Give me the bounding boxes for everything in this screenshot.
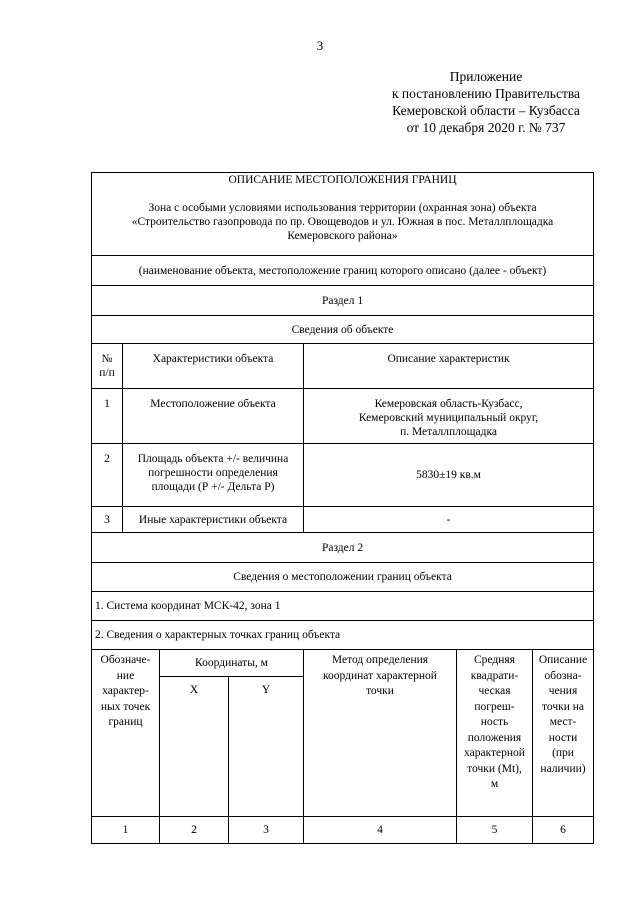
header-line: характер- <box>102 685 149 697</box>
description-column-header: Описание характеристик <box>304 344 594 389</box>
coord-system-text: 1. Система координат МСК-42, зона 1 <box>92 592 594 621</box>
section1-column-header-row <box>92 344 594 389</box>
y-column-header: Y <box>229 677 304 817</box>
characteristic-line: погрешности определения <box>148 467 278 479</box>
section2-subtitle: Сведения о местоположении границ объекта <box>92 563 594 592</box>
appendix-line: Приложение <box>449 69 523 84</box>
appendix-line: к постановлению Правительства <box>391 86 581 101</box>
column-number: 3 <box>229 817 304 844</box>
characteristic-cell <box>123 507 304 533</box>
header-line: мест- <box>549 716 577 728</box>
table-header-cell <box>92 173 594 256</box>
section2-subtitle-row <box>92 563 594 592</box>
description-line: 5830±19 кв.м <box>416 469 481 481</box>
location-desc-column-header <box>533 650 594 817</box>
table-row <box>92 389 594 444</box>
description-line: - <box>446 513 451 526</box>
description-cell <box>304 389 594 444</box>
header-line: наличии) <box>540 762 586 775</box>
table-row <box>92 507 594 533</box>
header-line: точки (Mt), <box>467 762 522 775</box>
description-line: Кемеровский муниципальный округ, <box>358 412 539 424</box>
coord-system-row <box>92 592 594 621</box>
row-number: 2 <box>92 444 123 507</box>
characteristic-line: Иные характеристики объекта <box>138 513 288 526</box>
points-caption-text: 2. Сведения о характерных точках границ объекта <box>92 621 594 650</box>
column-numbers-row <box>92 817 594 844</box>
rmse-column-header <box>457 650 533 817</box>
characteristic-cell <box>123 444 304 507</box>
designation-column-header <box>92 650 160 817</box>
header-line: точки <box>366 685 394 697</box>
header-line: м <box>490 778 499 790</box>
description-line: п. Металлплощадка <box>400 426 497 438</box>
section1-subtitle: Сведения об объекте <box>92 316 594 344</box>
header-line: Метод определения <box>331 654 429 666</box>
characteristic-cell <box>123 389 304 444</box>
column-number: 5 <box>457 817 533 844</box>
header-line: квадрати- <box>470 669 519 682</box>
x-column-header: X <box>160 677 229 817</box>
page-number: 3 <box>316 38 324 53</box>
characteristic-column-header: Характеристики объекта <box>123 344 304 389</box>
num-header-line: п/п <box>99 367 115 379</box>
section2-title-row <box>92 533 594 563</box>
method-column-header <box>304 650 457 817</box>
section2-title: Раздел 2 <box>92 533 594 563</box>
object-name-line: «Строительство газопровода по пр. Овощеводов и ул. Южная в пос. Металлплощадка <box>131 216 554 228</box>
header-line: точки на <box>542 700 585 713</box>
row-number: 3 <box>92 507 123 533</box>
section1-subtitle-row <box>92 316 594 344</box>
header-line: Средняя <box>474 654 515 666</box>
appendix-line: от 10 декабря 2020 г. № 737 <box>406 120 566 135</box>
points-header-row <box>92 650 594 677</box>
section1-title-row <box>92 286 594 316</box>
characteristic-line: Местоположение объекта <box>150 398 276 410</box>
description-cell <box>304 444 594 507</box>
table-header-row <box>92 173 594 256</box>
column-number: 6 <box>533 817 594 844</box>
num-header-line: № <box>101 353 113 365</box>
table-row <box>92 444 594 507</box>
appendix-line: Кемеровской области – Кузбасса <box>392 103 580 118</box>
coords-column-header: Координаты, м <box>160 650 304 677</box>
points-caption-row <box>92 621 594 650</box>
characteristic-line: площади (Р +/- Дельта Р) <box>151 481 275 493</box>
column-number: 2 <box>160 817 229 844</box>
column-number: 1 <box>92 817 160 844</box>
header-line: ности <box>548 731 578 744</box>
num-column-header <box>92 344 123 389</box>
header-line: характерной <box>464 747 525 759</box>
column-number: 4 <box>304 817 457 844</box>
characteristic-line: Площадь объекта +/- величина <box>137 453 289 465</box>
row-number: 1 <box>92 389 123 444</box>
header-line: чения <box>548 685 578 697</box>
header-line: ческая <box>478 685 511 697</box>
header-line: погреш- <box>474 700 515 713</box>
object-name-line: Зона с особыми условиями использования территории (охранная зона) объекта <box>148 202 537 214</box>
appendix-block <box>355 68 617 136</box>
caption-row <box>92 256 594 286</box>
header-line: (при <box>552 747 574 759</box>
document-title: ОПИСАНИЕ МЕСТОПОЛОЖЕНИЯ ГРАНИЦ <box>228 174 457 186</box>
header-line: положения <box>467 731 522 744</box>
boundary-description-table <box>91 172 594 844</box>
section1-title: Раздел 1 <box>92 286 594 316</box>
header-line: ность <box>480 716 509 728</box>
header-line: ных точек <box>100 700 151 713</box>
description-cell <box>304 507 594 533</box>
header-line: Обозначе- <box>100 654 151 666</box>
header-line: границ <box>108 716 143 728</box>
header-line: ние <box>116 669 135 682</box>
object-caption: (наименование объекта, местоположение границ которого описано (далее - объект) <box>92 256 594 286</box>
header-line: координат характерной <box>323 669 437 682</box>
header-line: Описание <box>538 654 588 666</box>
object-name-line: Кемеровского района» <box>287 230 398 242</box>
description-line: Кемеровская область-Кузбасс, <box>374 398 523 410</box>
header-line: обозна- <box>544 669 582 682</box>
